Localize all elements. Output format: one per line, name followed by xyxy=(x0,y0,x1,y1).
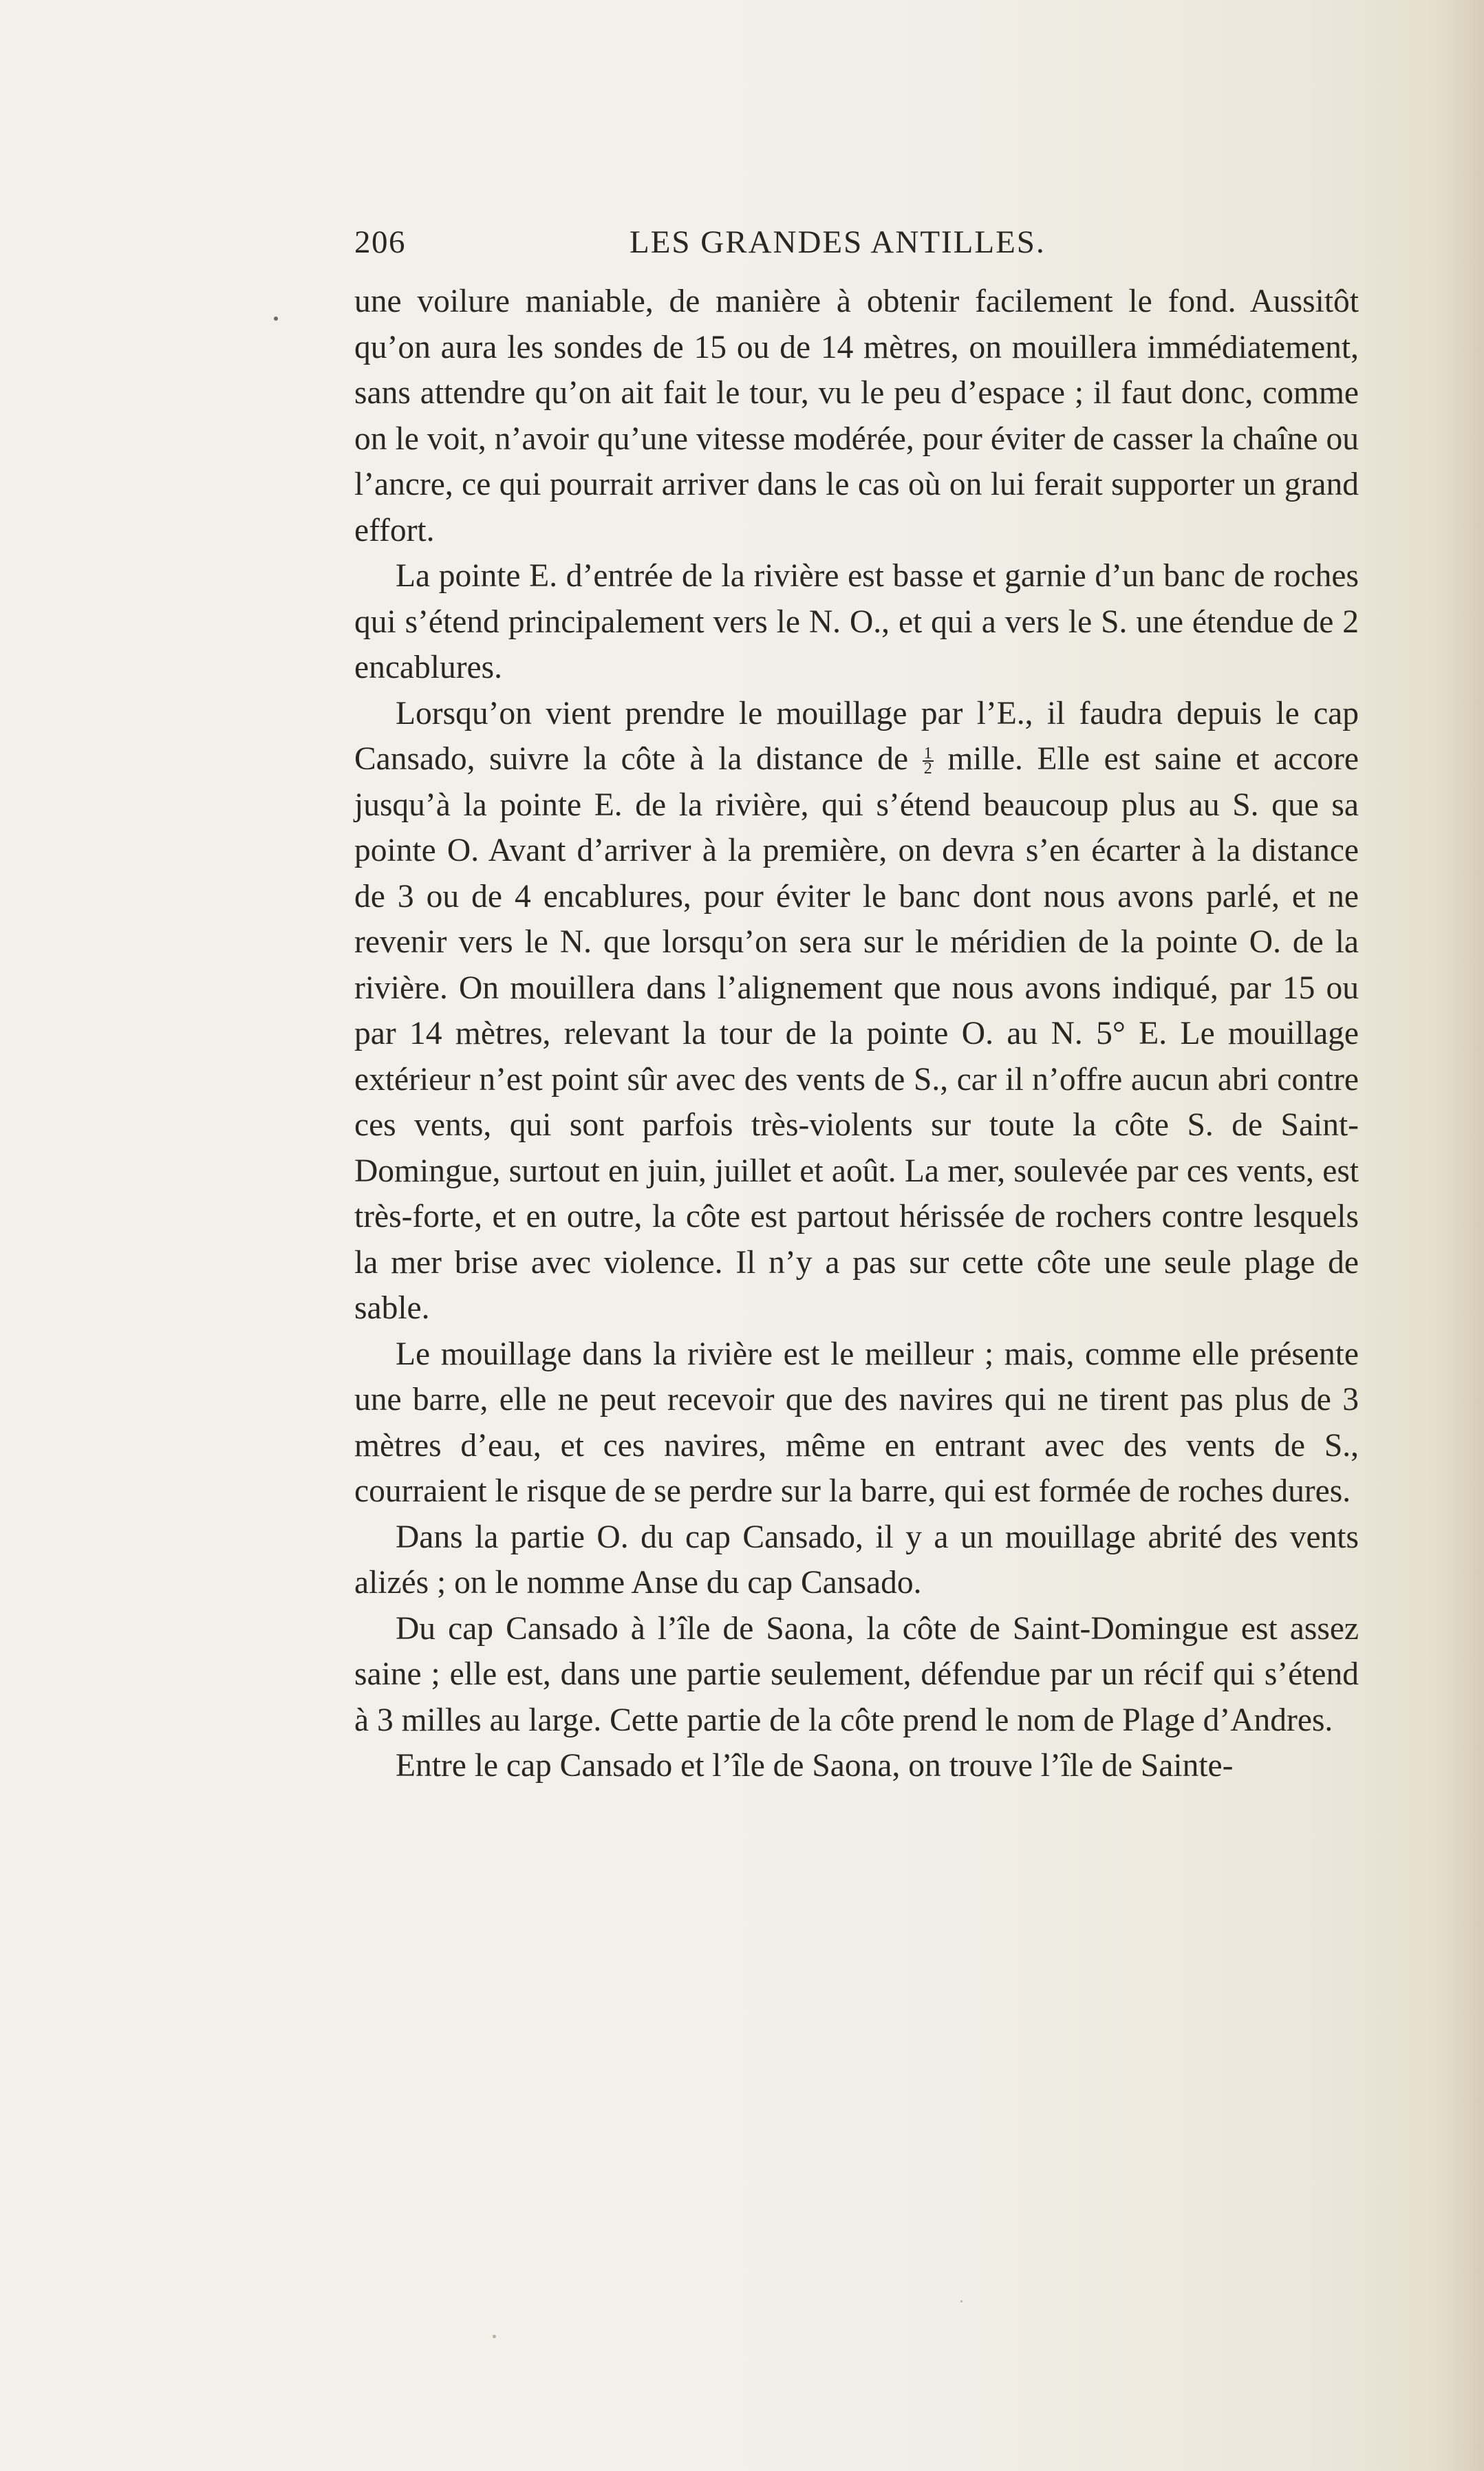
margin-mark xyxy=(274,317,278,321)
paragraph: Dans la partie O. du cap Cansado, il y a un mouillage abrité des vents alizés ; on le nomme Anse du cap Cansado. xyxy=(354,1519,1359,1601)
paragraph xyxy=(354,691,1359,1331)
paragraph-text: mille. Elle est saine et accore jusqu’à la pointe E. de la rivière, qui s’étend beaucoup plus au S. que sa pointe O. Avant d’arriver à la première, on devra s’en écarter à la distance de 3 ou de 4 encablures, pour éviter le banc dont nous avons parlé, et ne revenir vers le N. que lorsqu’on sera sur le méridien de la pointe O. de la rivière. On mouillera dans l’alignement que nous avons indiqué, par 15 ou par 14 mètres, relevant la tour de la pointe O. au N. 5° E. Le mouillage extérieur n’est point sûr avec des vents de S., car il n’offre aucun abri contre ces vents, qui sont parfois très-violents sur toute la côte S. de Saint-Domingue, surtout en juin, juillet et août. La mer, soulevée par ces vents, est très-forte, et en outre, la côte est partout hérissée de rochers contre lesquels la mer brise avec violence. Il n’y a pas sur cette côte une seule plage de sable. xyxy=(354,741,1359,1326)
gutter-shadow xyxy=(1436,0,1484,2471)
body-text xyxy=(354,279,1359,1789)
running-head xyxy=(354,224,1359,279)
page-number: 206 xyxy=(354,224,406,260)
paper-speck xyxy=(960,2300,963,2302)
book-page xyxy=(354,224,1359,1789)
paragraph-text: Lorsqu’on vient prendre le mouillage par l’E., il faudra depuis le cap Cansado, suivre la côte à la distance de xyxy=(354,695,1359,777)
running-title: LES GRANDES ANTILLES. xyxy=(630,224,1046,260)
fraction-numerator: 1 xyxy=(923,745,932,762)
paragraph: Entre le cap Cansado et l’île de Saona, on trouve l’île de Sainte- xyxy=(396,1748,1234,1784)
paragraph: Du cap Cansado à l’île de Saona, la côte de Saint-Domingue est assez saine ; elle est, dans une partie seulement, défendue par un récif qui s’étend à 3 milles au large. Cette partie de la côte prend le nom de Plage d’Andres. xyxy=(354,1610,1359,1738)
fraction-denominator: 2 xyxy=(923,760,932,778)
paragraph: Le mouillage dans la rivière est le meilleur ; mais, comme elle présente une barre, elle ne peut recevoir que des navires qui ne tirent pas plus de 3 mètres d’eau, et ces navires, même en entrant avec des vents de S., courraient le risque de se perdre sur la barre, qui est formée de roches dures. xyxy=(354,1336,1359,1509)
paragraph: une voilure maniable, de manière à obtenir facilement le fond. Aussitôt qu’on aura les sondes de 15 ou de 14 mètres, on mouillera immédiatement, sans attendre qu’on ait fait le tour, vu le peu d’espace ; il faut donc, comme on le voit, n’avoir qu’une vitesse modérée, pour éviter de casser la chaîne ou l’ancre, ce qui pourrait arriver dans le cas où on lui ferait supporter un grand effort. xyxy=(354,284,1359,548)
paragraph: La pointe E. d’entrée de la rivière est basse et garnie d’un banc de roches qui s’étend principalement vers le N. O., et qui a vers le S. une étendue de 2 encablures. xyxy=(354,558,1359,685)
paper-speck xyxy=(493,2335,496,2338)
fraction-half xyxy=(923,745,934,778)
